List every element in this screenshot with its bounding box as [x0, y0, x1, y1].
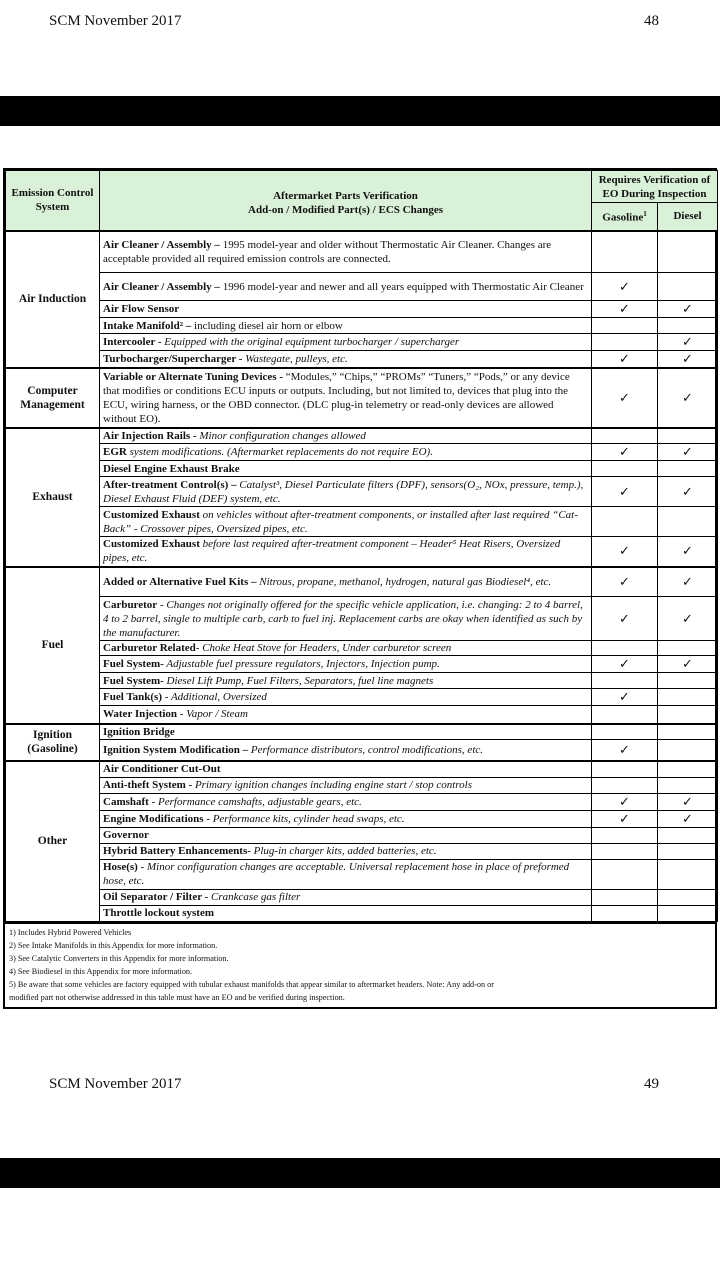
header-diesel: Diesel: [658, 203, 718, 231]
header-parts-line1: Aftermarket Parts Verification: [273, 190, 418, 203]
diesel-check: ✓: [658, 567, 718, 597]
aftermarket-parts-table: [5, 170, 718, 922]
part-description: [100, 444, 592, 461]
part-description: [100, 859, 592, 889]
part-detail: Crankcase gas filter: [208, 891, 301, 903]
table-row: [6, 477, 718, 507]
part-title: Air Cleaner / Assembly –: [103, 280, 220, 293]
part-title: Fuel System-: [103, 658, 164, 670]
table-row: [6, 724, 718, 740]
part-title: Intercooler -: [103, 336, 162, 348]
part-description: [100, 597, 592, 641]
gasoline-check: ✓: [592, 301, 658, 318]
gasoline-check: [592, 318, 658, 334]
part-description: [100, 724, 592, 740]
page-separator-bar: [0, 1158, 720, 1188]
part-title: Hose(s): [103, 861, 138, 873]
part-description: [100, 318, 592, 334]
table-row: [6, 537, 718, 567]
diesel-check: ✓: [658, 477, 718, 507]
part-detail: system modifications. (Aftermarket replacements do not require EO).: [126, 446, 433, 458]
table-row: [6, 739, 718, 761]
document-title: SCM November 2017: [49, 13, 182, 29]
verification-table-container: [3, 168, 717, 1009]
gasoline-check: ✓: [592, 689, 658, 706]
gasoline-check: ✓: [592, 477, 658, 507]
table-row: [6, 231, 718, 273]
part-detail: Performance kits, cylinder head swaps, etc.: [209, 812, 405, 825]
diesel-check: [658, 905, 718, 921]
gasoline-check: [592, 905, 658, 921]
part-description: [100, 537, 592, 567]
diesel-check: ✓: [658, 810, 718, 827]
part-description: [100, 673, 592, 689]
part-title: Oil Separator / Filter -: [103, 891, 209, 903]
diesel-check: [658, 777, 718, 793]
part-description: [100, 477, 592, 507]
gasoline-check: [592, 706, 658, 724]
part-detail: Nitrous, propane, methanol, hydrogen, natural gas Biodiesel⁴, etc.: [256, 575, 552, 588]
diesel-check: [658, 318, 718, 334]
part-description: [100, 689, 592, 706]
table-row: [6, 656, 718, 673]
part-title: Governor: [103, 829, 149, 841]
part-description: [100, 739, 592, 761]
part-detail: Wastegate, pulleys, etc.: [242, 353, 348, 365]
diesel-check: ✓: [658, 334, 718, 351]
table-row: [6, 810, 718, 827]
part-title: Anti-theft System -: [103, 779, 193, 791]
gasoline-check: [592, 859, 658, 889]
header-gasoline: [592, 203, 658, 231]
part-description: [100, 641, 592, 656]
part-detail: 1995 model-year and older without Thermostatic Air Cleaner. Changes are acceptable provided all required emission controls are connected.: [103, 238, 552, 265]
diesel-check: [658, 428, 718, 444]
diesel-check: [658, 641, 718, 656]
part-description: [100, 368, 592, 428]
part-title: Carburetor Related: [103, 642, 196, 654]
part-detail: before last required after-treatment component – Header⁵ Heat Risers, Oversized pipes, etc.: [103, 538, 561, 565]
table-row: [6, 318, 718, 334]
diesel-check: [658, 724, 718, 740]
part-detail: - Vapor / Steam: [177, 708, 248, 721]
part-title: Air Flow Sensor: [103, 303, 180, 315]
table-row: [6, 827, 718, 843]
gasoline-check: [592, 334, 658, 351]
part-description: [100, 301, 592, 318]
part-description: [100, 889, 592, 905]
diesel-check: ✓: [658, 368, 718, 428]
part-detail: - Additional, Oversized: [162, 691, 267, 703]
gasoline-check: [592, 231, 658, 273]
diesel-check: ✓: [658, 656, 718, 673]
part-detail: Adjustable fuel pressure regulators, Injectors, Injection pump.: [163, 658, 440, 670]
part-detail: 1996 model-year and newer and all years equipped with Thermostatic Air Cleaner: [219, 280, 584, 293]
table-row: [6, 689, 718, 706]
part-description: [100, 507, 592, 537]
part-detail: “Modules,” “Chips,” “PROMs” “Tuners,” “Pods,” or any device that modifies or conditions ECU inputs or outputs. Including, but not limited to, devices that plug into the ECU, wiring harness, or the OBD connector. (DLC plug-in telemetry or read-only devices are allowed without EO).: [103, 371, 570, 425]
part-title: Diesel Engine Exhaust Brake: [103, 462, 240, 475]
gasoline-check: ✓: [592, 810, 658, 827]
table-row: [6, 793, 718, 810]
gasoline-check: [592, 777, 658, 793]
part-title: Fuel Tank(s): [103, 691, 162, 703]
part-title: Ignition Bridge: [103, 725, 175, 738]
footnote: 5) Be aware that some vehicles are factory equipped with tubular exhaust manifolds that appear similar to aftermarket headers. Note: Any add-on or: [9, 979, 494, 989]
part-description: [100, 334, 592, 351]
part-description: [100, 706, 592, 724]
page-number: 49: [644, 1076, 659, 1092]
part-title: After-treatment Control(s) –: [103, 478, 237, 491]
diesel-check: [658, 889, 718, 905]
gasoline-check: [592, 843, 658, 859]
table-row: [6, 301, 718, 318]
table-row: [6, 859, 718, 889]
part-detail: Performance distributors, control modifications, etc.: [248, 743, 484, 756]
system-cell: Fuel: [6, 567, 100, 724]
part-detail: Equipped with the original equipment turbocharger / supercharger: [161, 336, 460, 348]
table-row: [6, 334, 718, 351]
part-description: [100, 761, 592, 777]
part-title: Intake Manifold² –: [103, 319, 192, 332]
part-title: Air Conditioner Cut-Out: [103, 763, 221, 776]
part-title: Fuel System-: [103, 674, 164, 687]
diesel-check: [658, 761, 718, 777]
footnote: 2) See Intake Manifolds in this Appendix for more information.: [9, 940, 218, 950]
part-title: Ignition System Modification –: [103, 743, 249, 756]
table-row: [6, 597, 718, 641]
table-row: [6, 761, 718, 777]
header-parts-line2: Add-on / Modified Part(s) / ECS Changes: [248, 204, 443, 217]
part-detail: Primary ignition changes including engine start / stop controls: [192, 779, 472, 791]
diesel-check: ✓: [658, 537, 718, 567]
diesel-check: ✓: [658, 793, 718, 810]
part-detail: - Choke Heat Stove for Headers, Under carburetor screen: [195, 642, 452, 654]
table-row: [6, 641, 718, 656]
gasoline-check: ✓: [592, 537, 658, 567]
part-title: Water Injection: [103, 708, 178, 721]
diesel-check: [658, 507, 718, 537]
part-description: [100, 461, 592, 477]
table-body: [6, 231, 718, 922]
part-detail: - Changes not originally offered for the specific vehicle application, i.e. changing: 2 to 4 barrel, 4 to 2 barrel, single to multiple carb, carb to fuel inj. Replacement carbs are okay when identified as such by the manufacturer.: [103, 598, 583, 639]
table-row: [6, 889, 718, 905]
table-row: [6, 273, 718, 301]
part-description: [100, 810, 592, 827]
header-gasoline-label: Gasoline: [602, 212, 644, 225]
part-description: [100, 273, 592, 301]
table-row: [6, 444, 718, 461]
part-description: [100, 231, 592, 273]
part-description: [100, 905, 592, 921]
gasoline-check: [592, 507, 658, 537]
header-system: Emission Control System: [6, 171, 100, 231]
part-description: [100, 351, 592, 369]
part-title: Added or Alternative Fuel Kits –: [103, 575, 257, 588]
table-row: [6, 706, 718, 724]
diesel-check: [658, 843, 718, 859]
table-row: [6, 461, 718, 477]
system-cell: Air Induction: [6, 231, 100, 369]
page-number: 48: [644, 13, 659, 29]
part-title: Customized Exhaust: [103, 538, 200, 551]
part-detail: Catalyst³, Diesel Particulate filters (DPF), sensors(O₂, NOx, pressure, temp.), Diesel Exhaust Fluid (DEF) system, etc.: [103, 478, 584, 505]
page-header-top: [0, 13, 720, 37]
part-title: Air Cleaner / Assembly –: [103, 238, 220, 251]
page-header-bottom: [0, 1076, 720, 1100]
part-description: [100, 567, 592, 597]
diesel-check: [658, 859, 718, 889]
gasoline-check: [592, 428, 658, 444]
diesel-check: [658, 827, 718, 843]
table-row: [6, 843, 718, 859]
system-cell: Ignition (Gasoline): [6, 724, 100, 762]
part-description: [100, 777, 592, 793]
gasoline-check: ✓: [592, 656, 658, 673]
table-row: [6, 567, 718, 597]
diesel-check: [658, 273, 718, 301]
part-detail: Diesel Lift Pump, Fuel Filters, Separators, fuel line magnets: [163, 674, 434, 687]
table-row: [6, 673, 718, 689]
part-title: EGR: [103, 446, 127, 458]
diesel-check: [658, 461, 718, 477]
table-row: [6, 507, 718, 537]
gasoline-check: ✓: [592, 597, 658, 641]
diesel-check: [658, 739, 718, 761]
part-detail: - Performance camshafts, adjustable gears, etc.: [148, 795, 362, 808]
part-title: Throttle lockout system: [103, 907, 215, 919]
diesel-check: ✓: [658, 444, 718, 461]
part-title: Carburetor: [103, 598, 158, 611]
footnote: 3) See Catalytic Converters in this Appendix for more information.: [9, 953, 229, 963]
part-title: Variable or Alternate Tuning Devices -: [103, 371, 283, 383]
part-title: Customized Exhaust: [103, 508, 200, 521]
table-row: [6, 368, 718, 428]
diesel-check: [658, 689, 718, 706]
part-detail: Minor configuration changes allowed: [196, 430, 366, 442]
footnote: 4) See Biodiesel in this Appendix for more information.: [9, 966, 193, 976]
part-description: [100, 843, 592, 859]
diesel-check: [658, 673, 718, 689]
system-cell: Exhaust: [6, 428, 100, 567]
part-title: Turbocharger/Supercharger -: [103, 353, 243, 365]
footnote: 1) Includes Hybrid Powered Vehicles: [9, 927, 132, 937]
diesel-check: ✓: [658, 351, 718, 369]
gasoline-check: [592, 889, 658, 905]
table-row: [6, 428, 718, 444]
gasoline-check: ✓: [592, 793, 658, 810]
gasoline-check: [592, 641, 658, 656]
gasoline-check: ✓: [592, 351, 658, 369]
diesel-check: ✓: [658, 301, 718, 318]
part-detail: on vehicles without after-treatment components, or installed after last required “Cat-Back” - Crossover pipes, Oversized pipes, etc.: [103, 508, 578, 535]
diesel-check: ✓: [658, 597, 718, 641]
part-description: [100, 793, 592, 810]
footnote: modified part not otherwise addressed in this table must have an EO and be verified during inspection.: [9, 992, 345, 1002]
table-row: [6, 777, 718, 793]
table-row: [6, 905, 718, 921]
gasoline-check: ✓: [592, 273, 658, 301]
document-title: SCM November 2017: [49, 1076, 182, 1092]
diesel-check: [658, 706, 718, 724]
header-gasoline-note: 1: [643, 210, 647, 219]
table-row: [6, 351, 718, 369]
part-detail: Plug-in charger kits, added batteries, etc.: [250, 845, 437, 857]
gasoline-check: ✓: [592, 444, 658, 461]
gasoline-check: [592, 461, 658, 477]
part-title: Hybrid Battery Enhancements-: [103, 845, 251, 857]
part-detail: - Minor configuration changes are acceptable. Universal replacement hose in place of preformed hose, etc.: [103, 861, 570, 887]
system-cell: Computer Management: [6, 368, 100, 428]
part-description: [100, 428, 592, 444]
part-detail: including diesel air horn or elbow: [191, 319, 343, 332]
gasoline-check: [592, 673, 658, 689]
header-parts: [100, 171, 592, 231]
gasoline-check: [592, 827, 658, 843]
gasoline-check: [592, 724, 658, 740]
part-title: Air Injection Rails -: [103, 430, 197, 442]
part-title: Camshaft: [103, 795, 149, 808]
gasoline-check: ✓: [592, 739, 658, 761]
system-cell: Other: [6, 761, 100, 921]
page-separator-bar: [0, 96, 720, 126]
diesel-check: [658, 231, 718, 273]
footnotes: [5, 922, 715, 1004]
part-title: Engine Modifications -: [103, 812, 210, 825]
gasoline-check: ✓: [592, 368, 658, 428]
part-description: [100, 827, 592, 843]
gasoline-check: [592, 761, 658, 777]
part-description: [100, 656, 592, 673]
header-requires: Requires Verification of EO During Inspection: [592, 171, 718, 203]
gasoline-check: ✓: [592, 567, 658, 597]
